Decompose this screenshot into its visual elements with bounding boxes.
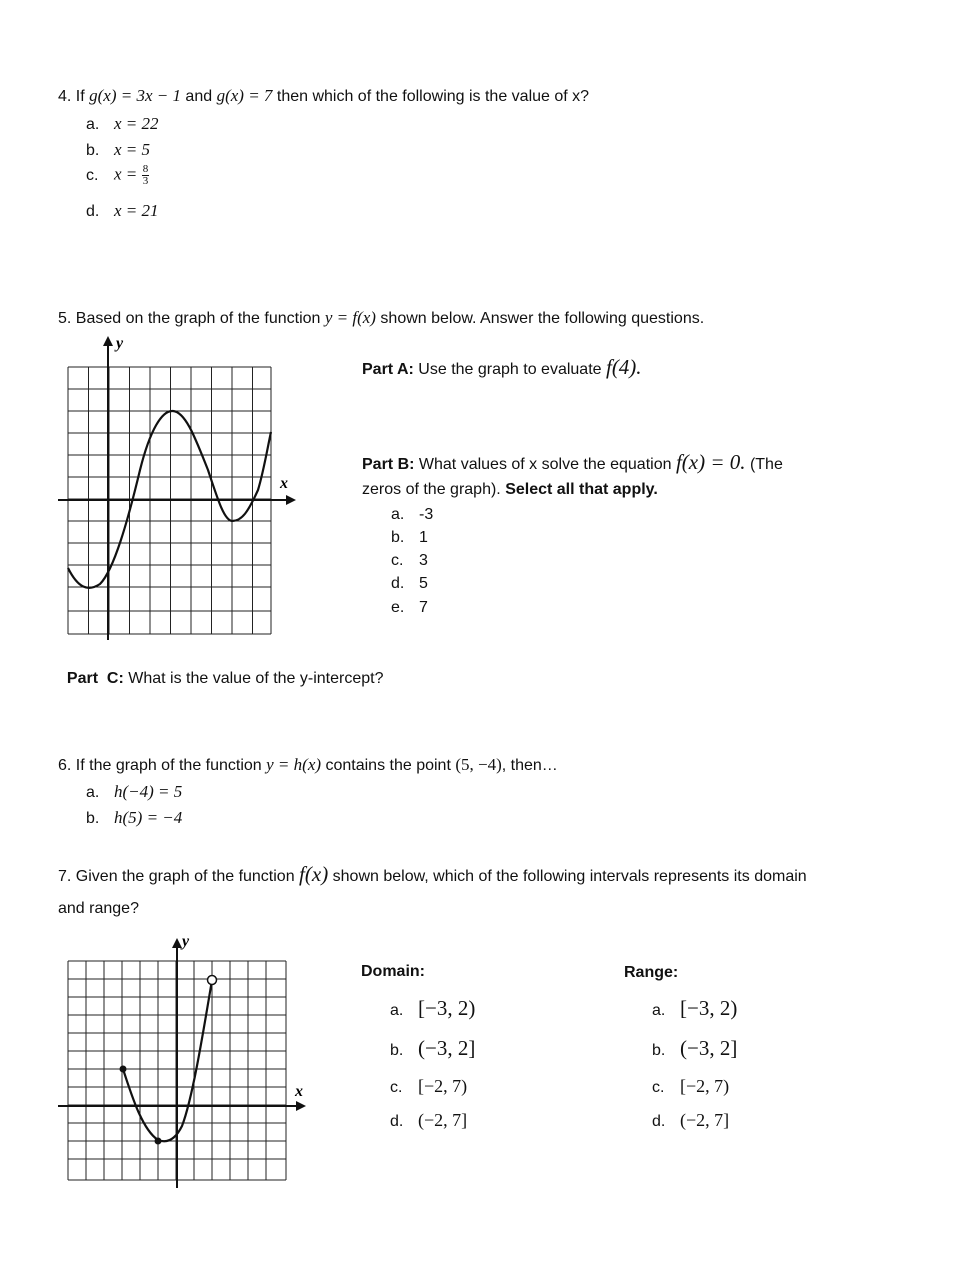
q7-x-arrow [296,1101,306,1111]
q5-x-arrow [286,495,296,505]
q5-choice-c[interactable]: c. 3 [391,552,428,569]
q5-choice-e[interactable]: e. 7 [391,599,428,616]
q7-range-choice-a[interactable]: a. [−3, 2) [652,996,738,1020]
q4-choice-a[interactable]: a. x = 22 [86,114,159,133]
q7-stem: 7. Given the graph of the function f(x) shown below, which of the following intervals represents its domain [58,862,807,886]
q7-domain-choice-b[interactable]: b. (−3, 2] [390,1036,476,1060]
q7-function-curve [123,980,212,1141]
q4-choice-d[interactable]: d. x = 21 [86,201,159,220]
q6-choice-a[interactable]: a. h(−4) = 5 [86,782,183,801]
q5-graph [58,330,308,645]
q7-domain-choice-c[interactable]: c. [−2, 7) [390,1076,468,1096]
q7-x-label: x [295,1083,303,1100]
q7-range-choice-d[interactable]: d. (−2, 7] [652,1110,730,1130]
q4-eq1: g(x) = 3x − 1 [89,86,181,105]
q5-choice-d[interactable]: d. 5 [391,575,428,592]
q7-range-choice-b[interactable]: b. (−3, 2] [652,1036,738,1060]
q4-eq2: g(x) = 7 [216,86,273,105]
q7-y-label: y [182,933,190,950]
q7-closed-endpoint [120,1066,127,1073]
q7-domain-choice-a[interactable]: a. [−3, 2) [390,996,476,1020]
q7-domain-title: Domain: [361,963,425,980]
q4-choice-b[interactable]: b. x = 5 [86,140,151,159]
q5-part-b-line2: zeros of the graph). Select all that apply. [362,481,658,498]
q7-graph [58,930,328,1195]
q7-open-endpoint [208,976,217,985]
q7-domain-choice-d[interactable]: d. (−2, 7] [390,1110,468,1130]
q6-stem: 6. If the graph of the function y = h(x) contains the point (5, −4), then… [58,755,558,774]
q5-stem: 5. Based on the graph of the function y = f(x) shown below. Answer the following questions. [58,308,705,327]
q4-choice-c[interactable]: c. x = $\frac{8}{3}$ [86,163,149,187]
q5-part-c: Part C: What is the value of the y-intercept? [66,670,384,687]
fraction: $\frac{8}{3}$ [142,163,149,187]
q7-stem-line2: and range? [58,900,139,917]
q5-y-arrow [103,336,113,346]
q5-x-label: x [280,475,288,492]
q7-vertex-point [155,1138,162,1145]
q6-choice-b[interactable]: b. h(5) = −4 [86,808,183,827]
q5-part-b: Part B: What values of x solve the equation f(x) = 0. (The [362,450,783,474]
q5-choice-a[interactable]: a. -3 [391,506,434,523]
q5-part-a: Part A: Use the graph to evaluate f(4). [362,355,642,379]
q7-range-choice-c[interactable]: c. [−2, 7) [652,1076,730,1096]
q5-choice-b[interactable]: b. 1 [391,529,428,546]
q7-y-arrow [172,938,182,948]
q4-stem: 4. If g(x) = 3x − 1 and g(x) = 7 then which of the following is the value of x? [58,86,590,105]
q5-y-label: y [116,335,124,352]
q7-range-title: Range: [624,964,679,981]
